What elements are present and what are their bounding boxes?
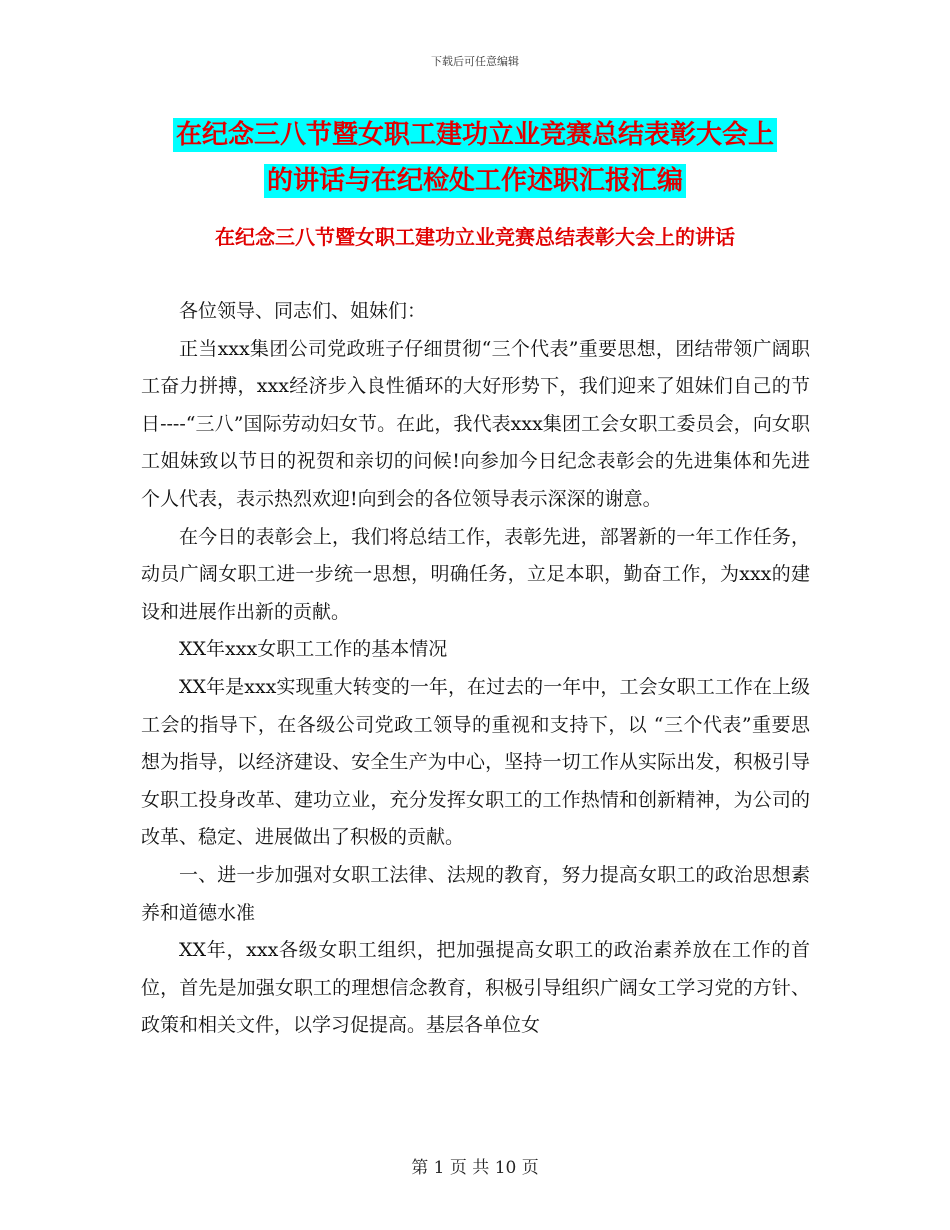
paragraph: 正当xxx集团公司党政班子仔细贯彻“三个代表”重要思想，团结带领广阔职工奋力拼搏，xxx经济步入良性循环的大好形势下，我们迎来了姐妹们自己的节日----“三八”国际劳动妇女节。在此，我代表xxx集团工会女职工委员会，向女职工姐妹致以节日的祝贺和亲切的问候!向参加今日纪念表彰会的先进集体和先进个人代表，表示热烈欢迎!向到会的各位领导表示深深的谢意。 <box>141 337 810 510</box>
section-title: 在纪念三八节暨女职工建功立业竞赛总结表彰大会上的讲话 <box>215 225 735 249</box>
document-title-line-2: 的讲话与在纪检处工作述职汇报汇编 <box>264 164 686 198</box>
document-title <box>140 112 810 204</box>
paragraph: XX年是xxx实现重大转变的一年，在过去的一年中，工会女职工工作在上级工会的指导下，在各级公司党政工领导的重视和支持下，以 “三个代表”重要思想为指导，以经济建设、安全生产为中心，坚持一切工作从实际出发，积极引导女职工投身改革、建功立业，充分发挥女职工的工作热情和创新精神，为公司的改革、稳定、进展做出了积极的贡献。 <box>141 675 810 849</box>
document-title-line-1: 在纪念三八节暨女职工建功立业竞赛总结表彰大会上 <box>173 118 777 152</box>
subheading: 一、进一步加强对女职工法律、法规的教育，努力提高女职工的政治思想素养和道德水准 <box>141 863 810 924</box>
page-number: 第 1 页 共 10 页 <box>411 1158 539 1178</box>
paragraph: 在今日的表彰会上，我们将总结工作，表彰先进，部署新的一年工作任务，动员广阔女职工进一步统一思想，明确任务，立足本职，勤奋工作，为xxx的建设和进展作出新的贡献。 <box>141 525 810 623</box>
paragraph: XX年，xxx各级女职工组织，把加强提高女职工的政治素养放在工作的首位，首先是加强女职工的理想信念教育，积极引导组织广阔女工学习党的方针、政策和相关文件，以学习促提高。基层各单位女 <box>141 939 810 1037</box>
header-note: 下载后可任意编辑 <box>431 55 519 68</box>
document-body <box>141 293 810 1045</box>
paragraph-salutation: 各位领导、同志们、姐妹们： <box>179 300 427 322</box>
subheading: XX年xxx女职工工作的基本情况 <box>179 638 448 661</box>
